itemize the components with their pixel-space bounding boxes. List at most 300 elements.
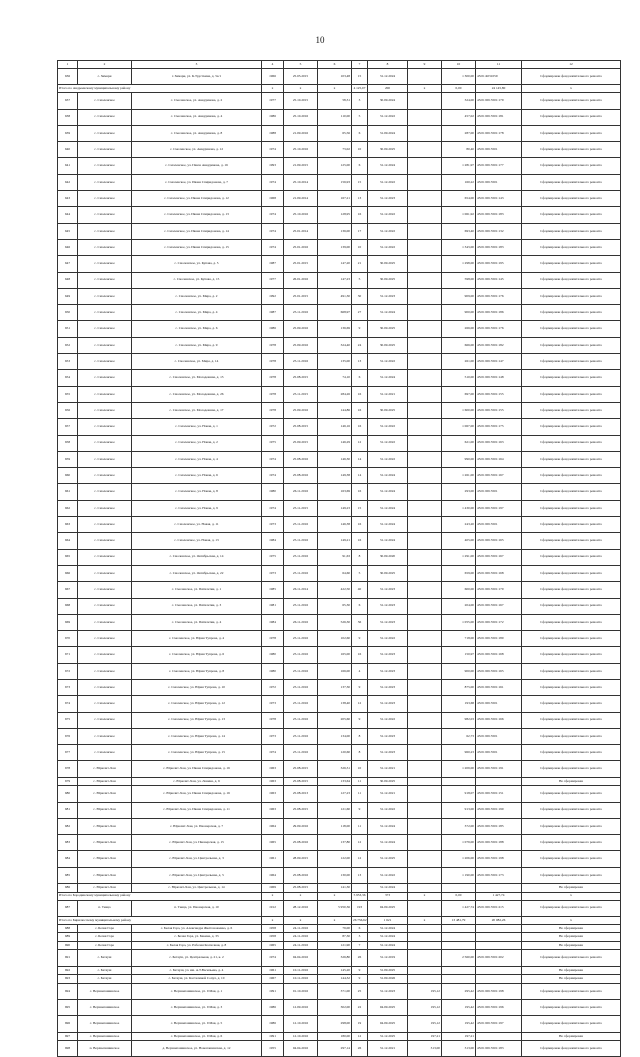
area-cell: 137,80	[318, 835, 352, 851]
register-row	[58, 191, 621, 207]
settlement-cell: с. Смоленское	[78, 451, 132, 467]
date-cell: 25.01.2014	[284, 223, 318, 239]
address-cell: с. Юрюзит-Хан, ул. Ивана Спиридонова, д. 16	[132, 786, 262, 802]
area-cell: 422,50	[318, 582, 352, 598]
settlement-cell: с. Смоленское	[78, 614, 132, 630]
register-row	[58, 419, 621, 435]
row-number: 676	[58, 728, 78, 744]
cadastral-code-cell: 45:01:0013501	[476, 728, 522, 744]
deadline-cell: 31.12.2024	[368, 933, 408, 942]
address-cell: с. Смоленское, ул. Мира, д. 2	[132, 288, 262, 304]
cadastral-code-cell: 45:01:0013501:168	[476, 565, 522, 581]
address-cell: с. Смоленское, ул. Юрия Тупрова, д. 15	[132, 745, 262, 761]
cadastral-code-cell: 45:01:0013501:190	[476, 802, 522, 818]
row-number: 677	[58, 745, 78, 761]
year-cell: 1964	[262, 818, 284, 834]
year-cell: 1980	[262, 484, 284, 500]
rate-cell: 204,00	[442, 598, 476, 614]
settlement-cell: с. Смоленское	[78, 158, 132, 174]
status-cell: Сформирован фонд капитального ремонта	[522, 712, 621, 728]
rate-cell: 693,40	[442, 223, 476, 239]
rate-cell: 654,00	[442, 191, 476, 207]
row-number: 641	[58, 158, 78, 174]
flats-cell: 193	[352, 900, 368, 916]
year-cell: 1986	[262, 1016, 284, 1032]
row-number: 693	[58, 975, 78, 984]
amount-cell	[408, 884, 442, 893]
register-row	[58, 565, 621, 581]
row-number: 663	[58, 517, 78, 533]
area-cell: 136,00	[318, 223, 352, 239]
register-row	[58, 818, 621, 834]
deadline-cell: 31.12.2025	[368, 1032, 408, 1041]
area-cell: 163,69	[318, 484, 352, 500]
status-cell: Сформирован фонд капитального ремонта	[522, 565, 621, 581]
area-cell: 144,86	[318, 402, 352, 418]
rate-cell: 666,00	[442, 337, 476, 353]
year-cell: 1961	[262, 851, 284, 867]
year-cell: 1980	[262, 663, 284, 679]
settlement-cell: с. Юрюзит-Хан	[78, 761, 132, 777]
address-cell: с. Смоленское, ул. Юрия Тупрова, д. 12	[132, 696, 262, 712]
row-number: 672	[58, 663, 78, 679]
register-row	[58, 1041, 621, 1057]
deadline-cell: 31.12.2021	[368, 786, 408, 802]
year-cell: 1974	[262, 745, 284, 761]
cadastral-code-cell: 45:01:0013501:175	[476, 419, 522, 435]
status-cell: Сформирован фонд капитального ремонта	[522, 288, 621, 304]
rate-cell: 1 300,00	[442, 69, 476, 85]
address-cell: с. Смоленское, ул. Юрия Тупрова, д. 4	[132, 631, 262, 647]
year-cell: 1985	[262, 582, 284, 598]
flats-cell: 11	[352, 818, 368, 834]
area-cell: 134,00	[318, 728, 352, 744]
deadline-cell: 31.12.2024	[368, 533, 408, 549]
flats-cell	[352, 884, 368, 893]
register-row	[58, 663, 621, 679]
year-cell: 1974	[262, 174, 284, 190]
status-cell: Сформирован фонд капитального ремонта	[522, 835, 621, 851]
settlement-cell: с. Смоленское	[78, 565, 132, 581]
address-cell: с. Смоленское, ул. Павла Анкудинова, д. 16	[132, 158, 262, 174]
amount-cell	[408, 549, 442, 565]
amount-cell	[408, 223, 442, 239]
deadline-cell: 31.12.2022	[368, 207, 408, 223]
register-row	[58, 549, 621, 565]
date-cell: 29.09.2016	[284, 818, 318, 834]
amount-cell	[408, 288, 442, 304]
rate-cell: 718,00	[442, 631, 476, 647]
deadline-cell: 31.12.2022	[368, 867, 408, 883]
area-cell: 326,31	[318, 761, 352, 777]
row-number: 664	[58, 533, 78, 549]
deadline-cell: 31.12.2024	[368, 884, 408, 893]
group-total-value: x	[262, 892, 284, 900]
cadastral-code-cell	[476, 941, 522, 950]
year-cell: 1984	[262, 533, 284, 549]
rate-cell: 510,00	[442, 370, 476, 386]
amount-cell	[408, 975, 442, 984]
row-number: 686	[58, 884, 78, 893]
deadline-cell: 31.12.2024	[368, 468, 408, 484]
address-cell: с. Смоленское, ул. Октябрьская, д. 22	[132, 565, 262, 581]
amount-cell	[408, 647, 442, 663]
address-cell: с. Смоленское, ул. Новая, д. 4	[132, 451, 262, 467]
date-cell: 26.11.2016	[284, 484, 318, 500]
deadline-cell: 31.12.2023	[368, 728, 408, 744]
area-cell: 491,30	[318, 288, 352, 304]
column-number: 5	[284, 61, 318, 69]
row-number: 681	[58, 802, 78, 818]
group-total-value: x	[408, 892, 442, 900]
date-cell: 01.10.2016	[284, 983, 318, 999]
date-cell: 24.11.2016	[284, 933, 318, 942]
settlement-cell: с. Смоленское	[78, 679, 132, 695]
address-cell: п. Тиеца, ул. Пионерская, д. 10	[132, 900, 262, 916]
address-cell: с. Верхнепашинское, ул. 9 Мая, д. 3	[132, 999, 262, 1015]
group-total-value: x	[522, 916, 621, 924]
address-cell: г. Зимари, ул. К.Трусткина, д. 5а/1	[132, 69, 262, 85]
area-cell: 122,00	[318, 851, 352, 867]
settlement-cell: с. Смоленское	[78, 386, 132, 402]
area-cell: 284,26	[318, 386, 352, 402]
rate-cell: 62,73	[442, 728, 476, 744]
settlement-cell: с. Смоленское	[78, 745, 132, 761]
flats-cell: 16	[352, 207, 368, 223]
rate-cell: 295,42	[442, 983, 476, 999]
area-cell: 141,30	[318, 884, 352, 893]
cadastral-code-cell: 45:01:0013501:164	[476, 451, 522, 467]
cadastral-code-cell: 45:01:4031059	[476, 69, 522, 85]
date-cell: 26.11.2016	[284, 614, 318, 630]
rate-cell: 1 281,97	[442, 158, 476, 174]
address-cell: с. Смоленское, ул. Мира, д. 6	[132, 321, 262, 337]
address-cell: с. Смоленское, ул. Мира, д. 4	[132, 305, 262, 321]
row-number: 674	[58, 696, 78, 712]
cadastral-code-cell: 45:01:0013501	[476, 174, 522, 190]
year-cell: 1987	[262, 305, 284, 321]
register-row	[58, 239, 621, 255]
flats-cell: 16	[352, 402, 368, 418]
date-cell: 25.08.2016	[284, 451, 318, 467]
row-number: 661	[58, 484, 78, 500]
settlement-cell: с. Смоленское	[78, 402, 132, 418]
address-cell: с. Юрюзит-Хан, ул. Ивана Спиридонова, д. 16	[132, 761, 262, 777]
year-cell: 1963	[262, 777, 284, 786]
settlement-cell: с. Смоленское	[78, 207, 132, 223]
deadline-cell: 31.12.2024	[368, 818, 408, 834]
settlement-cell: с. Юрюзит-Хан	[78, 851, 132, 867]
area-cell: 166,00	[318, 663, 352, 679]
flats-cell: 9	[352, 631, 368, 647]
group-total-value: x	[522, 85, 621, 93]
cadastral-code-cell: 45:01:0013501:170	[476, 582, 522, 598]
flats-cell: 5	[352, 565, 368, 581]
amount-cell	[408, 565, 442, 581]
rate-cell: 195,42	[442, 1016, 476, 1032]
flats-cell: 12	[352, 696, 368, 712]
settlement-cell: с. Смоленское	[78, 419, 132, 435]
amount-cell	[408, 468, 442, 484]
row-number: 698	[58, 1041, 78, 1057]
register-row	[58, 451, 621, 467]
area-cell: 133,64	[318, 777, 352, 786]
status-cell: Сформирован фонд капитального ремонта	[522, 802, 621, 818]
register-row	[58, 93, 621, 109]
cadastral-code-cell: 45:01:0013501:167	[476, 549, 522, 565]
deadline-cell: 31.12.2024	[368, 69, 408, 85]
year-cell: 1969	[262, 884, 284, 893]
year-cell: 1964	[262, 867, 284, 883]
area-cell: 302,00	[318, 999, 352, 1015]
amount-cell	[408, 802, 442, 818]
settlement-cell: с. Смоленское	[78, 468, 132, 484]
address-cell: с. Смоленское, ул. Новая, д. 11	[132, 517, 262, 533]
area-cell: 324,40	[318, 337, 352, 353]
address-cell: с. Смоленское, ул. Купава, д. 15	[132, 272, 262, 288]
group-total-value: 4 125,07	[352, 85, 368, 93]
amount-cell: 313,00	[408, 1041, 442, 1057]
row-number: 675	[58, 712, 78, 728]
amount-cell	[408, 207, 442, 223]
settlement-cell: с. Смоленское	[78, 631, 132, 647]
amount-cell	[408, 966, 442, 975]
amount-cell	[408, 451, 442, 467]
year-cell: 1963	[262, 802, 284, 818]
deadline-cell: 31.09.2026	[368, 975, 408, 984]
date-cell: 25.10.2016	[284, 109, 318, 125]
register-row	[58, 223, 621, 239]
year-cell: 1974	[262, 950, 284, 966]
date-cell: 25.03.2015	[284, 69, 318, 85]
amount-cell	[408, 777, 442, 786]
status-cell: Сформирован фонд капитального ремонта	[522, 125, 621, 141]
amount-cell	[408, 109, 442, 125]
flats-cell: 21	[352, 256, 368, 272]
address-cell: с. Юрюзит-Хан, ул. Ивана Спиридонова, д. 11	[132, 802, 262, 818]
amount-cell	[408, 941, 442, 950]
area-cell: 149,38	[318, 468, 352, 484]
amount-cell	[408, 867, 442, 883]
cadastral-code-cell: 45:01:0013501:176	[476, 288, 522, 304]
row-number: 656	[58, 402, 78, 418]
deadline-cell: 30.09.2025	[368, 321, 408, 337]
cadastral-code-cell: 45:01:0013501:163	[476, 435, 522, 451]
deadline-cell: 31.12.2023	[368, 191, 408, 207]
area-cell: 668,97	[318, 305, 352, 321]
deadline-cell: 31.12.2022	[368, 419, 408, 435]
group-total-row	[58, 916, 621, 924]
status-cell: Сформирован фонд капитального ремонта	[522, 272, 621, 288]
cadastral-code-cell: 45:01:0013501:167	[476, 468, 522, 484]
address-cell: с. Смоленское, ул. Октябрьская, д. 14	[132, 549, 262, 565]
status-cell: Сформирован фонд капитального ремонта	[522, 419, 621, 435]
flats-cell: 9	[352, 321, 368, 337]
deadline-cell: 31.12.2024	[368, 835, 408, 851]
date-cell: 25.11.2016	[284, 549, 318, 565]
year-cell: 1973	[262, 565, 284, 581]
date-cell: 25.11.2016	[284, 728, 318, 744]
amount-cell	[408, 239, 442, 255]
cadastral-code-cell: 45:01:0013501:197	[476, 500, 522, 516]
area-cell: 146,29	[318, 435, 352, 451]
register-row	[58, 598, 621, 614]
register-row	[58, 647, 621, 663]
status-cell: Сформирован фонд капитального ремонта	[522, 402, 621, 418]
row-number: 678	[58, 761, 78, 777]
settlement-cell: с. Смоленское	[78, 305, 132, 321]
status-cell: Сформирован фонд капитального ремонта	[522, 867, 621, 883]
rate-cell	[442, 933, 476, 942]
address-cell: с. Юрюзит-Хан, ул. Ленина, д. 6	[132, 777, 262, 786]
status-cell: Сформирован фонд капитального ремонта	[522, 582, 621, 598]
rate-cell: 697,00	[442, 386, 476, 402]
amount-cell	[408, 900, 442, 916]
settlement-cell: с. Смоленское	[78, 533, 132, 549]
flats-cell: 4	[352, 663, 368, 679]
register-table	[57, 60, 621, 1057]
flats-cell: 16	[352, 647, 368, 663]
amount-cell	[408, 337, 442, 353]
register-row	[58, 207, 621, 223]
settlement-cell: с. Смоленское	[78, 125, 132, 141]
row-number: 689	[58, 933, 78, 942]
address-cell: с. Юрюзит-Хан, ул. Центральная, д. 3	[132, 851, 262, 867]
area-cell: 127,23	[318, 786, 352, 802]
cadastral-code-cell: 45:01:0013501:161	[476, 679, 522, 695]
flats-cell: 6	[352, 125, 368, 141]
row-number: 651	[58, 321, 78, 337]
amount-cell	[408, 598, 442, 614]
amount-cell	[408, 786, 442, 802]
column-number: 11	[476, 61, 522, 69]
settlement-cell: с. Смоленское	[78, 337, 132, 353]
date-cell: 25.11.2015	[284, 500, 318, 516]
area-cell: 326,80	[318, 950, 352, 966]
deadline-cell: 31.12.2019	[368, 950, 408, 966]
year-cell: 1955	[262, 1041, 284, 1057]
deadline-cell: 31.12.2023	[368, 582, 408, 598]
year-cell: 1986	[262, 109, 284, 125]
status-cell: Сформирован фонд капитального ремонта	[522, 999, 621, 1015]
address-cell: с. Смоленское, ул. Новая, д. 1	[132, 419, 262, 435]
rate-cell: 621,00	[442, 435, 476, 451]
flats-cell: 22	[352, 999, 368, 1015]
year-cell: 1958	[262, 924, 284, 933]
area-cell: 65,56	[318, 125, 352, 141]
flats-cell: 3	[352, 93, 368, 109]
flats-cell: 13	[352, 867, 368, 883]
deadline-cell: 31.12.2024	[368, 517, 408, 533]
year-cell: 1984	[262, 614, 284, 630]
flats-cell: 7	[352, 941, 368, 950]
status-cell: Не сформирован	[522, 777, 621, 786]
rate-cell: 909,00	[442, 288, 476, 304]
register-row	[58, 761, 621, 777]
date-cell: 25.11.2016	[284, 696, 318, 712]
flats-cell: 16	[352, 386, 368, 402]
deadline-cell: 31.12.2023	[368, 663, 408, 679]
deadline-cell: 31.12.2023	[368, 745, 408, 761]
row-number: 658	[58, 435, 78, 451]
rate-cell: 918,07	[442, 786, 476, 802]
address-cell: с. Смоленское, ул. Юрия Тупрова, д. 10	[132, 679, 262, 695]
row-number: 688	[58, 924, 78, 933]
row-number: 638	[58, 109, 78, 125]
status-cell: Не сформирован	[522, 933, 621, 942]
status-cell: Сформирован фонд капитального ремонта	[522, 207, 621, 223]
area-cell: 298,00	[318, 1016, 352, 1032]
row-number: 683	[58, 835, 78, 851]
status-cell: Сформирован фонд капитального ремонта	[522, 631, 621, 647]
rate-cell: 1 427,74	[442, 900, 476, 916]
amount-cell	[408, 663, 442, 679]
deadline-cell: 31.12.2024	[368, 500, 408, 516]
area-cell: 180,00	[318, 1032, 352, 1041]
deadline-cell: 31.12.2021	[368, 386, 408, 402]
deadline-cell: 31.09.2024	[368, 125, 408, 141]
row-number: 666	[58, 565, 78, 581]
status-cell: Сформирован фонд капитального ремонта	[522, 761, 621, 777]
status-cell: Не сформирован	[522, 1032, 621, 1041]
flats-cell: 19	[352, 1016, 368, 1032]
cadastral-code-cell: 45:01:0013501:165	[476, 533, 522, 549]
deadline-cell: 31.12.2024	[368, 924, 408, 933]
rate-cell: 1 067,00	[442, 419, 476, 435]
row-number: 636	[58, 69, 78, 85]
year-cell: 1974	[262, 142, 284, 158]
settlement-cell: с. Юрюзит-Хан	[78, 835, 132, 851]
date-cell: 25.11.2016	[284, 517, 318, 533]
settlement-cell: с. Смоленское	[78, 500, 132, 516]
date-cell: 25.11.2016	[284, 745, 318, 761]
date-cell: 25.11.2015	[284, 386, 318, 402]
address-cell: с. Юрюзит-Хан, ул. Пионерская, д. 7	[132, 818, 262, 834]
settlement-cell: с. Верхнепашинское	[78, 983, 132, 999]
date-cell: 12.09.2016	[284, 999, 318, 1015]
deadline-cell: 04.09.2025	[368, 999, 408, 1015]
row-number: 652	[58, 337, 78, 353]
deadline-cell: 31.12.2022	[368, 239, 408, 255]
area-cell: 121,90	[318, 941, 352, 950]
row-number: 645	[58, 223, 78, 239]
flats-cell: 24	[352, 337, 368, 353]
year-cell: 1974	[262, 223, 284, 239]
area-cell: 139,00	[318, 239, 352, 255]
cadastral-code-cell: 45:01:0013501	[476, 484, 522, 500]
cadastral-code-cell: 45:01:0013501:147	[476, 354, 522, 370]
date-cell: 10.11.2016	[284, 975, 318, 984]
deadline-cell: 31.12.2023	[368, 647, 408, 663]
date-cell: 26.11.2014	[284, 582, 318, 598]
status-cell: Сформирован фонд капитального ремонта	[522, 370, 621, 386]
column-number: 7	[352, 61, 368, 69]
flats-cell: 12	[352, 835, 368, 851]
rate-cell	[442, 966, 476, 975]
register-row	[58, 582, 621, 598]
deadline-cell: 30.09.2025	[368, 337, 408, 353]
area-cell: 165,00	[318, 647, 352, 663]
year-cell: 1978	[262, 712, 284, 728]
cadastral-code-cell: 45:01:0013501	[476, 745, 522, 761]
flats-cell: 17	[352, 223, 368, 239]
group-total-value: 13 481,79	[442, 916, 476, 924]
deadline-cell: 31.12.2022	[368, 109, 408, 125]
area-cell: 149,21	[318, 533, 352, 549]
cadastral-code-cell	[476, 1032, 522, 1041]
flats-cell: 8	[352, 745, 368, 761]
cadastral-code-cell: 45:01:0013501:215	[476, 900, 522, 916]
